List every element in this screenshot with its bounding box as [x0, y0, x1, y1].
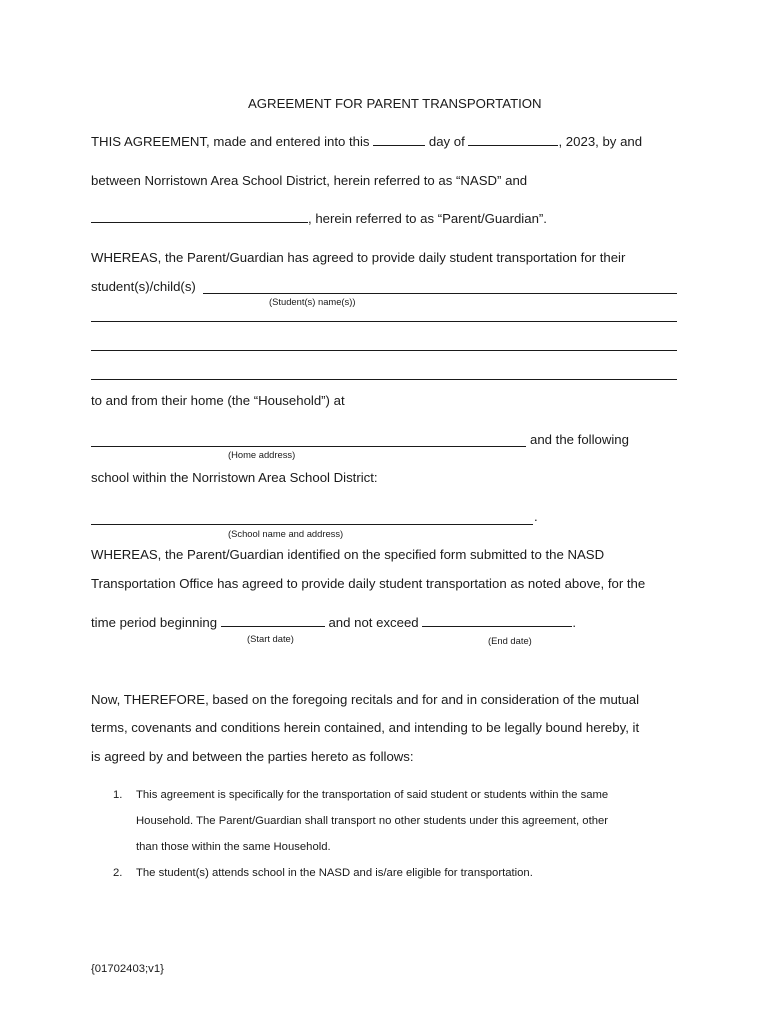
document-footer-id: {01702403;v1} [91, 963, 164, 975]
student-caption: (Student(s) name(s)) [269, 296, 356, 307]
school-field[interactable] [91, 524, 533, 525]
intro-start-text: THIS AGREEMENT, made and entered into this [91, 134, 370, 149]
list-item-1-line-1: This agreement is specifically for the transportation of said student or students within the same [136, 789, 609, 801]
end-date-field[interactable] [422, 615, 572, 627]
school-period: . [534, 509, 538, 524]
intro-day-text: day of [428, 134, 465, 149]
home-caption: (Home address) [228, 449, 296, 460]
intro-line-1 [91, 134, 642, 150]
intro-line-3 [91, 211, 547, 227]
page-title: AGREEMENT FOR PARENT TRANSPORTATION [248, 96, 542, 111]
student-name-field-3[interactable] [91, 350, 677, 351]
list-item-1-line-3: than those within the same Household. [136, 841, 331, 853]
parent-name-field[interactable] [91, 211, 308, 223]
student-name-field-4[interactable] [91, 379, 677, 380]
student-name-field[interactable] [203, 293, 677, 294]
therefore-line-2: terms, covenants and conditions herein contained, and intending to be legally bound hereby, it [91, 720, 640, 735]
intro-parent-text: , herein referred to as “Parent/Guardian”. [308, 211, 547, 226]
time-period-line [91, 615, 576, 631]
day-field[interactable] [373, 134, 425, 146]
end-date-caption: (End date) [488, 635, 532, 646]
list-item-1-line-2: Household. The Parent/Guardian shall transport no other students under this agreement, other [136, 815, 609, 827]
school-text: school within the Norristown Area School District: [91, 470, 378, 485]
list-item-2-line-1: The student(s) attends school in the NASD and is/are eligible for transportation. [136, 867, 533, 879]
home-text: to and from their home (the “Household”) at [91, 393, 345, 408]
list-item-2-number: 2. [113, 867, 123, 879]
therefore-line-3: is agreed by and between the parties hereto as follows: [91, 749, 414, 764]
whereas2-line-1: WHEREAS, the Parent/Guardian identified on the specified form submitted to the NASD [91, 547, 605, 562]
student-label: student(s)/child(s) [91, 279, 196, 294]
start-date-caption: (Start date) [247, 633, 294, 644]
intro-year-text: , 2023, by and [558, 134, 643, 149]
intro-line-2: between Norristown Area School District, herein referred to as “NASD” and [91, 173, 528, 188]
student-name-field-2[interactable] [91, 321, 677, 322]
time-period-end: . [572, 615, 576, 630]
list-item-1-number: 1. [113, 789, 123, 801]
whereas2-line-2: Transportation Office has agreed to provide daily student transportation as noted above, for the [91, 576, 646, 591]
and-following-text: and the following [530, 432, 629, 447]
start-date-field[interactable] [221, 615, 325, 627]
time-start-text: time period beginning [91, 615, 218, 630]
whereas1-line-1: WHEREAS, the Parent/Guardian has agreed to provide daily student transportation for their [91, 250, 626, 265]
therefore-line-1: Now, THEREFORE, based on the foregoing recitals and for and in consideration of the mutual [91, 692, 640, 707]
school-caption: (School name and address) [228, 528, 344, 539]
not-exceed-text: and not exceed [328, 615, 419, 630]
month-field[interactable] [468, 134, 558, 146]
home-address-field[interactable] [91, 446, 526, 447]
